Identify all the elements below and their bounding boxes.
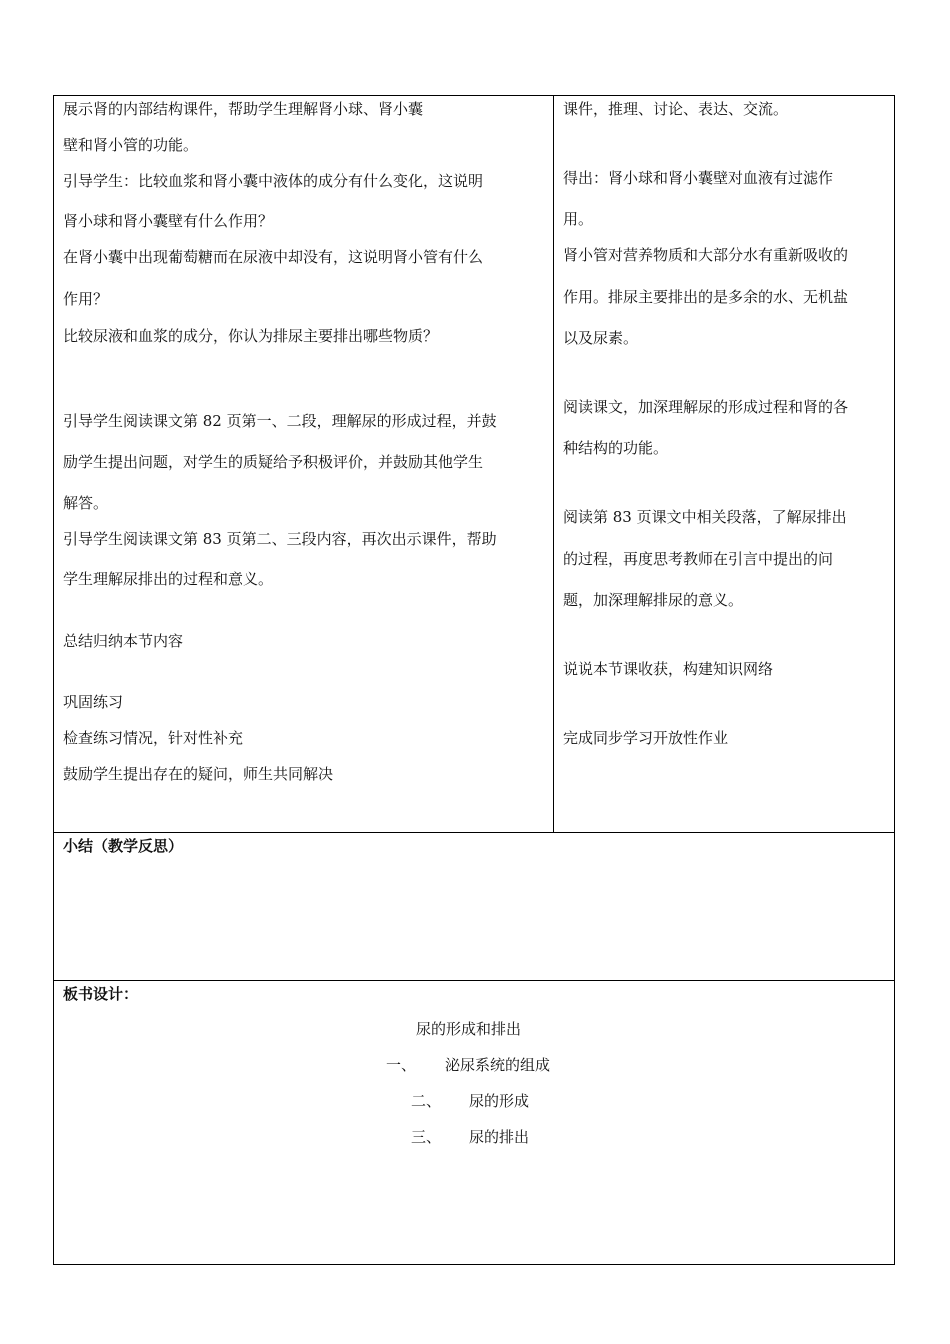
board-item-number: 一、 [386,1056,417,1074]
board-item-number: 二、 [411,1092,442,1110]
summary-heading: 小结（教学反思） [63,837,184,855]
board-heading: 板书设计： [63,985,139,1003]
teacher-line: 引导学生：比较血浆和肾小囊中液体的成分有什么变化，这说明 [63,172,484,190]
student-line: 用。 [563,210,594,228]
teacher-line: 检查练习情况，针对性补充 [63,729,244,747]
teacher-line: 巩固练习 [63,693,124,711]
table-border [53,95,895,1265]
teacher-line: 解答。 [63,494,109,512]
teacher-line: 作用？ [63,290,109,308]
student-line: 以及尿素。 [563,329,639,347]
teacher-line: 展示肾的内部结构课件，帮助学生理解肾小球、肾小囊 [63,100,424,118]
teacher-line: 比较尿液和血浆的成分，你认为排尿主要排出哪些物质？ [63,327,439,345]
student-line: 肾小管对营养物质和大部分水有重新吸收的 [563,246,849,264]
teacher-line: 鼓励学生提出存在的疑问，师生共同解决 [63,765,334,783]
teacher-line: 励学生提出问题，对学生的质疑给予积极评价，并鼓励其他学生 [63,453,484,471]
board-item-text: 尿的排出 [469,1128,530,1146]
board-item-text: 泌尿系统的组成 [445,1056,551,1074]
teacher-line: 总结归纳本节内容 [63,632,184,650]
board-title: 尿的形成和排出 [416,1020,522,1038]
row-divider-board [53,980,895,981]
teacher-line: 引导学生阅读课文第 83 页第二、三段内容，再次出示课件，帮助 [63,530,497,548]
column-divider [553,95,554,832]
board-item-number: 三、 [411,1128,442,1146]
lesson-plan-table [53,95,895,1265]
student-line: 完成同步学习开放性作业 [563,729,729,747]
teacher-line: 在肾小囊中出现葡萄糖而在尿液中却没有，这说明肾小管有什么 [63,248,484,266]
teacher-line: 引导学生阅读课文第 82 页第一、二段，理解尿的形成过程，并鼓 [63,412,497,430]
student-line: 阅读课文，加深理解尿的形成过程和肾的各 [563,398,849,416]
student-line: 说说本节课收获，构建知识网络 [563,660,774,678]
student-line: 课件，推理、讨论、表达、交流。 [563,100,789,118]
teacher-line: 肾小球和肾小囊壁有什么作用？ [63,212,274,230]
row-divider-summary [53,832,895,833]
student-line: 的过程，再度思考教师在引言中提出的问 [563,550,834,568]
teacher-line: 壁和肾小管的功能。 [63,136,199,154]
student-line: 种结构的功能。 [563,439,669,457]
teacher-line: 学生理解尿排出的过程和意义。 [63,570,274,588]
student-line: 阅读第 83 页课文中相关段落，了解尿排出 [563,508,847,526]
student-line: 题，加深理解排尿的意义。 [563,591,744,609]
board-item-text: 尿的形成 [469,1092,530,1110]
student-line: 得出：肾小球和肾小囊壁对血液有过滤作 [563,169,834,187]
student-line: 作用。排尿主要排出的是多余的水、无机盐 [563,288,849,306]
